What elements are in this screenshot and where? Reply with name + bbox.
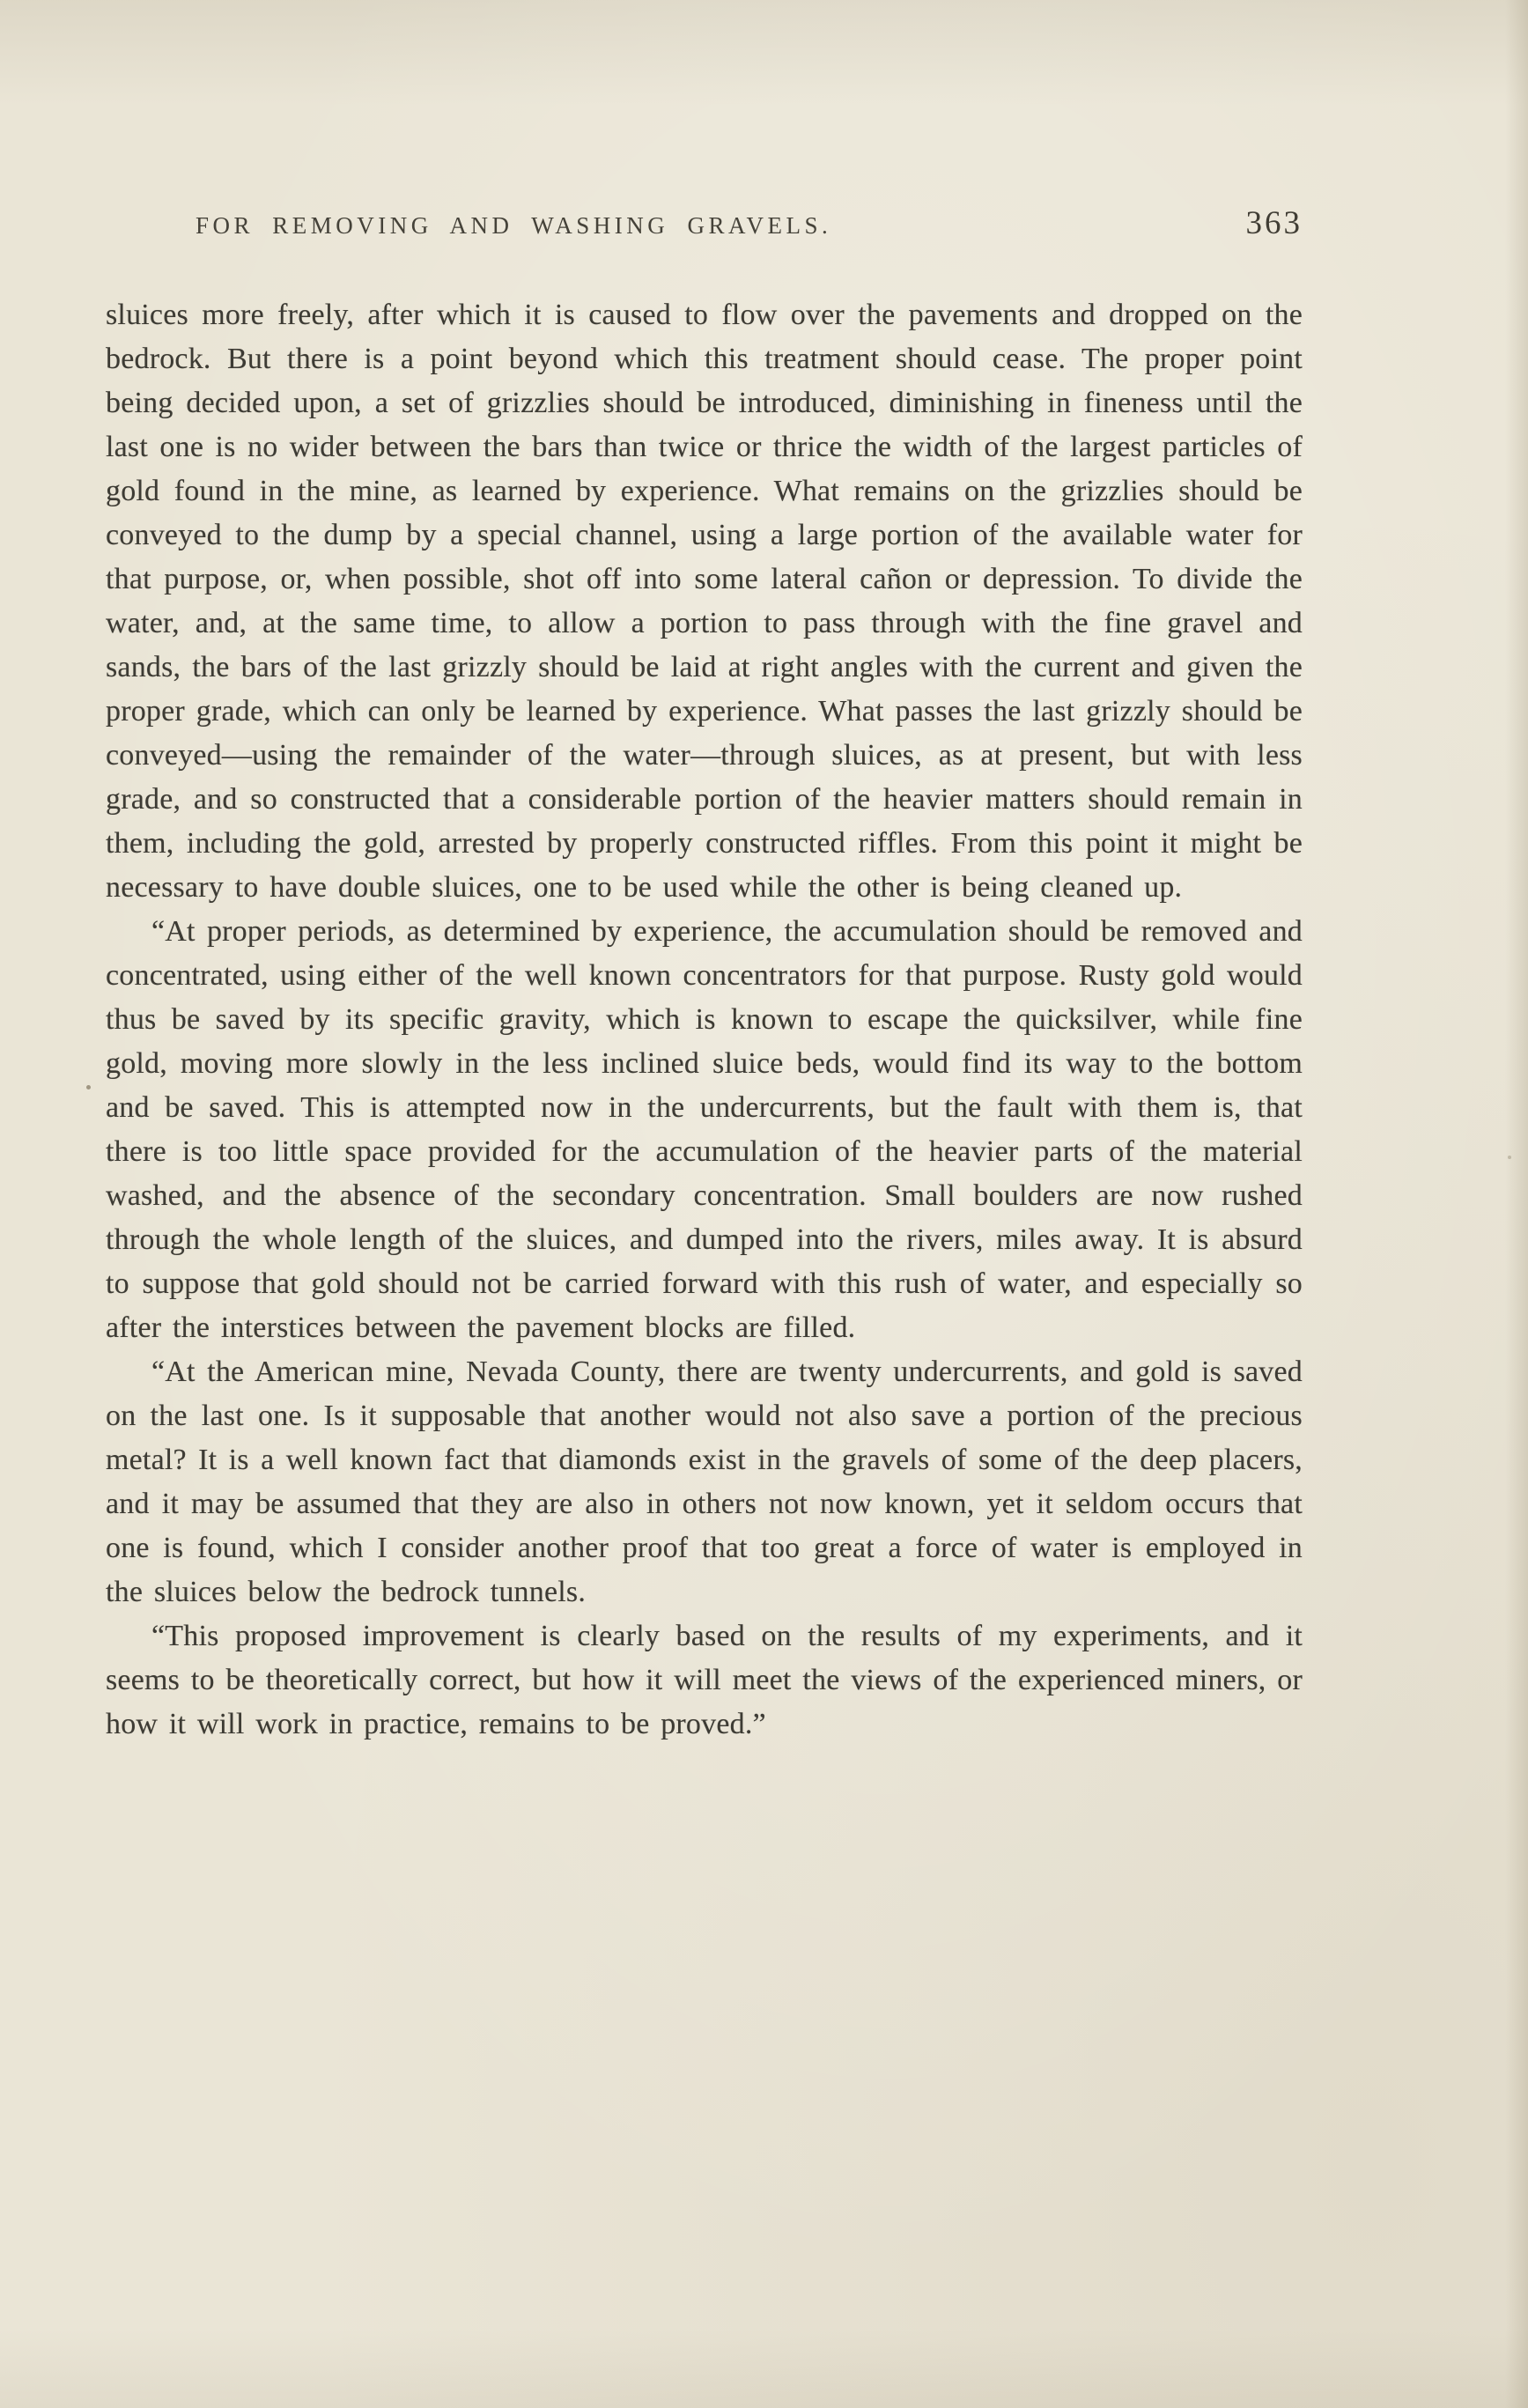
paragraph: “At proper periods, as determined by experience, the accumulation should be removed and concentrated, using either of the well known concentrators for that purpose. Rusty gold would thus be saved by its specific gravity, which is known to escape the quicksilver, while fine gold, moving more slowly in the less inclined sluice beds, would find its way to the bottom and be saved. This is attempted now in the undercurrents, but the fault with them is, that there is too little space provided for the accumulation of the heavier parts of the material washed, and the absence of the secondary concentration. Small boulders are now rushed through the whole length of the sluices, and dumped into the rivers, miles away. It is absurd to suppose that gold should not be carried forward with this rush of water, and especially so after the interstices between the pavement blocks are filled.	[106, 915, 1303, 1344]
running-header-title: FOR REMOVING AND WASHING GRAVELS.	[196, 212, 832, 239]
paragraph: “This proposed improvement is clearly based on the results of my experiments, and it seems to be theoretically correct, but how it will meet the views of the experienced miners, or how it will work in practice, remains to be proved.”	[106, 1620, 1303, 1740]
paragraph: sluices more freely, after which it is caused to flow over the pavements and dropped on the bedrock. But there is a point beyond which this treatment should cease. The proper point being decided upon, a set of grizzlies should be introduced, diminishing in fineness until the last one is no wider between the bars than twice or thrice the width of the largest particles of gold found in the mine, as learned by experience. What remains on the grizzlies should be conveyed to the dump by a special channel, using a large portion of the available water for that purpose, or, when possible, shot off into some lateral cañon or depression. To divide the water, and, at the same time, to allow a portion to pass through with the fine gravel and sands, the bars of the last grizzly should be laid at right angles with the current and given the proper grade, which can only be learned by experience. What passes the last grizzly should be conveyed—using the remainder of the water—through sluices, as at present, but with less grade, and so constructed that a considerable portion of the heavier matters should remain in them, including the gold, arrested by properly constructed riffles. From this point it might be necessary to have double sluices, one to be used while the other is being cleaned up.	[106, 299, 1303, 904]
paragraph: “At the American mine, Nevada County, there are twenty undercurrents, and gold is saved on the last one. Is it supposable that another would not also save a portion of the precious metal? It is a well known fact that diamonds exist in the gravels of some of the deep placers, and it may be assumed that they are also in others not now known, yet it seldom occurs that one is found, which I consider another proof that too great a force of water is employed in the sluices below the bedrock tunnels.	[106, 1355, 1303, 1608]
page-number: 363	[1245, 205, 1303, 241]
running-header	[106, 204, 1303, 242]
